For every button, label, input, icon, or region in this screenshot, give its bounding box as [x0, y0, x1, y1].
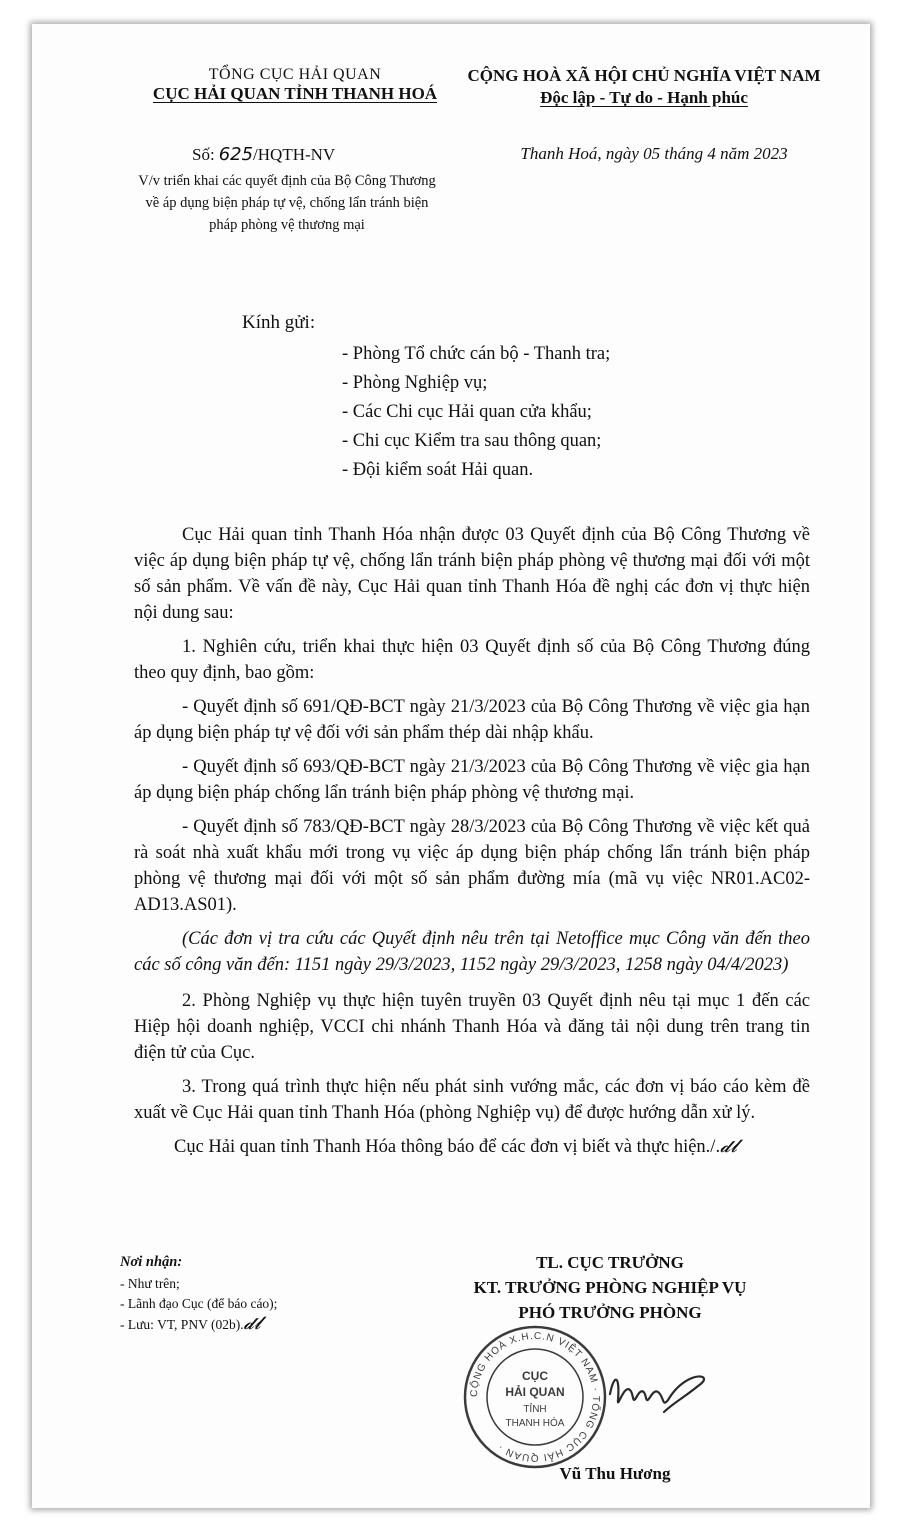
seal-center-line: TỈNH [523, 1404, 547, 1415]
intro-paragraph: Cục Hải quan tỉnh Thanh Hóa nhận được 03 Quyết định của Bộ Công Thương về việc áp dụng biện pháp tự vệ, chống lẩn tránh biện pháp phòng vệ thương mại đối với một số sản phẩm. Về vấn đề này, Cục Hải quan tỉnh Thanh Hóa đề nghị các đơn vị thực hiện nội dung sau: [134, 525, 810, 623]
seal-center-line: THANH HÓA [505, 1418, 565, 1429]
document-subject: V/v triển khai các quyết định của Bộ Công Thương về áp dụng biện pháp tự vệ, chống lẩn tránh biện pháp phòng vệ thương mại [138, 173, 436, 233]
country-name: CỘNG HOÀ XÃ HỘI CHỦ NGHĨA VIỆT NAM [467, 66, 821, 85]
recipient-item: - Các Chi cục Hải quan cửa khẩu; [342, 402, 592, 422]
decision-783: - Quyết định số 783/QĐ-BCT ngày 28/3/2023 của Bộ Công Thương về việc kết quả rà soát nhà xuất khẩu mới trong vụ việc áp dụng biện pháp chống lẩn tránh biện pháp phòng vệ thương mại đối với một số sản phẩm đường mía (mã vụ việc NR01.AC02-AD13.AS01). [134, 817, 810, 915]
recipient-item: - Chi cục Kiểm tra sau thông quan; [342, 431, 602, 451]
item-3: 3. Trong quá trình thực hiện nếu phát sinh vướng mắc, các đơn vị báo cáo kèm đề xuất về Cục Hải quan tỉnh Thanh Hóa (phòng Nghiệp vụ) để được hướng dẫn xử lý. [134, 1077, 810, 1123]
seal-ring-text: CỘNG HOÀ X.H.C.N VIỆT NAM · TỔNG CỤC HẢI QUAN · [468, 1330, 602, 1464]
distribution-list [120, 1252, 380, 1335]
official-seal [462, 1324, 608, 1470]
national-header [444, 66, 844, 108]
seal-center-line: HẢI QUAN [505, 1385, 565, 1399]
number-value: 625 [218, 144, 254, 165]
distribution-initials: 𝓭𝓵 [243, 1313, 261, 1334]
signer-title-1: TL. CỤC TRƯỞNG [536, 1253, 684, 1272]
signer-name: Vũ Thu Hương [559, 1464, 671, 1483]
recipients-list [342, 340, 610, 485]
seal-center-line: CỤC [522, 1369, 548, 1383]
distribution-item: - Như trên; [120, 1276, 180, 1291]
closing-line [134, 1134, 810, 1160]
agency-name: CỤC HẢI QUAN TỈNH THANH HOÁ [152, 84, 438, 103]
recipients-label: Kính gửi: [242, 312, 316, 333]
signer-title-3: PHÓ TRƯỞNG PHÒNG [518, 1303, 702, 1322]
closing-text: Cục Hải quan tỉnh Thanh Hóa thông báo để các đơn vị biết và thực hiện./. [174, 1137, 721, 1157]
recipient-item: - Phòng Nghiệp vụ; [342, 373, 488, 393]
item-2: 2. Phòng Nghiệp vụ thực hiện tuyên truyền 03 Quyết định nêu tại mục 1 đến các Hiệp hội doanh nghiệp, VCCI chi nhánh Thanh Hóa và đăng tải nội dung trên trang tin điện tử của Cục. [134, 991, 810, 1063]
number-suffix: /HQTH-NV [253, 145, 336, 164]
lookup-note: (Các đơn vị tra cứu các Quyết định nêu trên tại Netoffice mục Công văn đến theo các số công văn đến: 1151 ngày 29/3/2023, 1152 ngày 29/3/2023, 1258 ngày 04/4/2023) [134, 929, 810, 975]
item-1: 1. Nghiên cứu, triển khai thực hiện 03 Quyết định số của Bộ Công Thương đúng theo quy định, bao gồm: [134, 637, 810, 683]
agency-parent: TỔNG CỤC HẢI QUAN [208, 66, 382, 83]
agency-header [130, 66, 460, 104]
document-number [192, 144, 335, 165]
signer-title-2: KT. TRƯỞNG PHÒNG NGHIỆP VỤ [473, 1278, 747, 1297]
distribution-item: - Lưu: VT, PNV (02b).𝓭𝓵 [120, 1313, 261, 1334]
document-date: Thanh Hoá, ngày 05 tháng 4 năm 2023 [520, 144, 788, 163]
decision-691: - Quyết định số 691/QĐ-BCT ngày 21/3/2023 của Bộ Công Thương về việc gia hạn áp dụng biện pháp tự vệ đối với sản phẩm thép dài nhập khẩu. [134, 697, 810, 743]
national-motto: Độc lập - Tự do - Hạnh phúc [540, 88, 748, 107]
distribution-title: Nơi nhận: [120, 1254, 183, 1270]
handwritten-signature [606, 1364, 716, 1424]
recipient-item: - Đội kiểm soát Hải quan. [342, 460, 534, 480]
distribution-item: - Lãnh đạo Cục (để báo cáo); [120, 1296, 278, 1311]
document-page [32, 24, 870, 1508]
closing-initials: 𝓭𝓵 [720, 1136, 738, 1157]
decision-693: - Quyết định số 693/QĐ-BCT ngày 21/3/2023 của Bộ Công Thương về việc gia hạn áp dụng biện pháp chống lẩn tránh biện pháp phòng vệ thương mại. [134, 757, 810, 803]
signature-block [440, 1250, 780, 1325]
number-label: Số: [192, 145, 215, 164]
recipient-item: - Phòng Tổ chức cán bộ - Thanh tra; [342, 344, 611, 364]
document-body [134, 522, 810, 1168]
